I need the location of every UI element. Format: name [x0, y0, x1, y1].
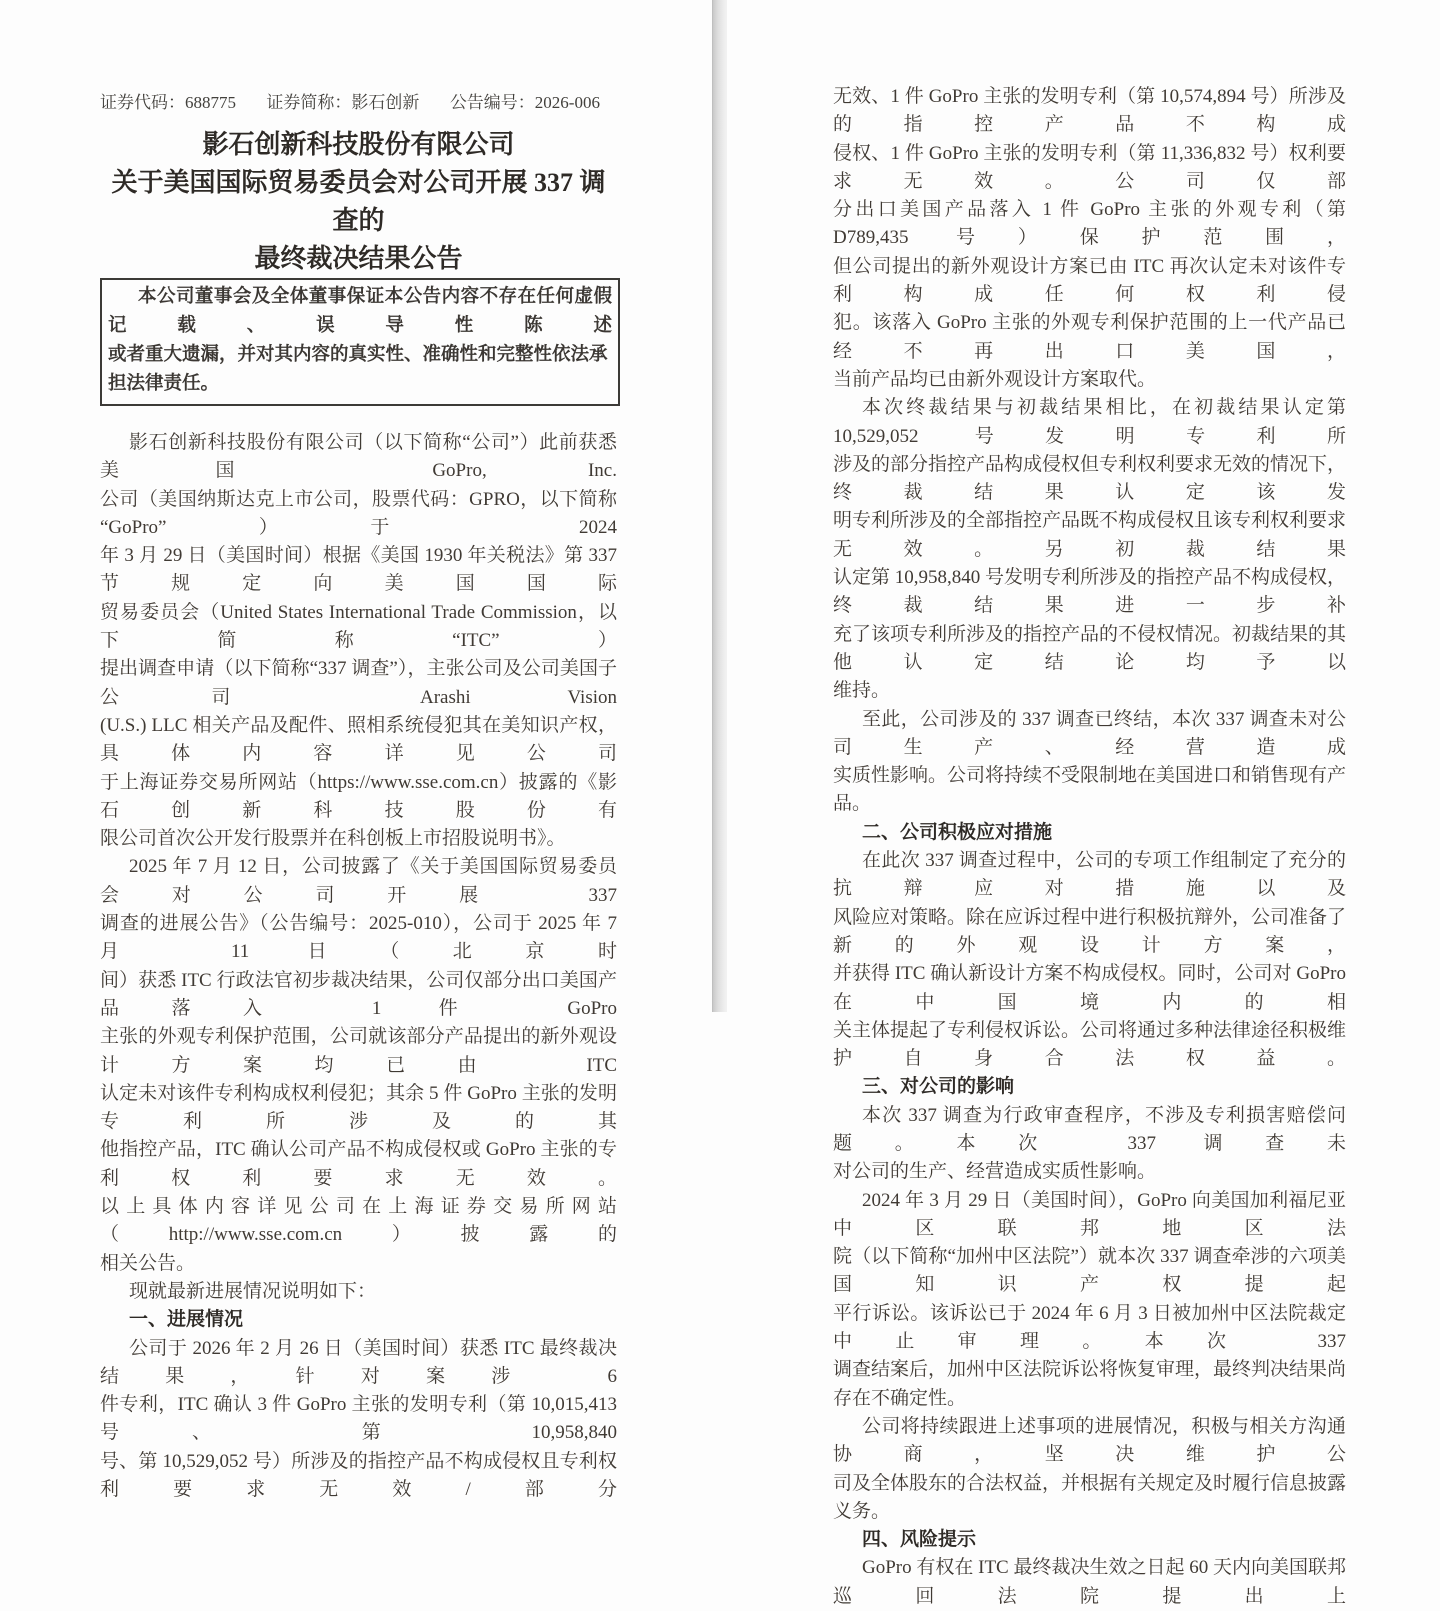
- text-line: GoPro 有权在 ITC 最终裁决生效之日起 60 天内向美国联邦巡回法院提出上: [833, 1557, 1346, 1607]
- section-heading: 四、风险提示: [862, 1529, 977, 1551]
- text-line: 公司将持续跟进上述事项的进展情况，积极与相关方沟通协商，坚决维护公: [833, 1415, 1346, 1466]
- left-page-body-text: [100, 429, 617, 1504]
- stock-code: 证券代码：688775: [100, 93, 236, 112]
- text-line: 调查的进展公告》（公告编号：2025-010），公司于 2025 年 7 月 11 日（北京时: [100, 913, 617, 963]
- text-line: 间）获悉 ITC 行政法官初步裁决结果，公司仅部分出口美国产品落入 1 件 GoPro: [100, 969, 617, 1019]
- text-line: 对公司的生产、经营造成实质性影响。: [833, 1161, 1157, 1183]
- text-line: 实质性影响。公司将持续不受限制地在美国进口和销售现有产品。: [833, 765, 1347, 815]
- text-line: 影石创新科技股份有限公司（以下简称“公司”）此前获悉美国 GoPro, Inc.: [100, 432, 617, 482]
- page-right-content: [727, 0, 1440, 1611]
- text-line: 他指控产品，ITC 确认公司产品不构成侵权或 GoPro 主张的专利权利要求无效。: [100, 1139, 617, 1189]
- text-line: (U.S.) LLC 相关产品及配件、照相系统侵犯其在美知识产权，具体内容详见公司: [100, 714, 617, 765]
- text-line: 件专利，ITC 确认 3 件 GoPro 主张的发明专利（第 10,015,413 号、 第 10,958,840: [100, 1394, 617, 1444]
- text-line: 本次 337 调查为行政审查程序，不涉及专利损害赔偿问题。本次 337 调查未: [833, 1104, 1346, 1154]
- doc-title-line-2: 关于美国国际贸易委员会对公司开展 337 调查的: [111, 168, 606, 235]
- text-line: 主张的外观专利保护范围，公司就该部分产品提出的新外观设计方案均已由 ITC: [100, 1026, 617, 1076]
- text-line: 2025 年 7 月 12 日，公司披露了《关于美国国际贸易委员会对公司开展 337: [100, 856, 617, 906]
- text-line: 但公司提出的新外观设计方案已由 ITC 再次认定未对该件专利构成任何权利侵: [833, 255, 1346, 306]
- text-line: 平行诉讼。该诉讼已于 2024 年 6 月 3 日被加州中区法院裁定中止审理。本次 337: [833, 1302, 1346, 1353]
- text-line: 充了该项专利所涉及的指控产品的不侵权情况。初裁结果的其他认定结论均予以: [833, 623, 1347, 673]
- text-line: 提出调查申请（以下简称“337 调查”），主张公司及公司美国子公司 Arashi Vision: [100, 658, 617, 708]
- company-name-title: 影石创新科技股份有限公司: [202, 130, 515, 159]
- text-line: 犯。该落入 GoPro 主张的外观专利保护范围的上一代产品已经不再出口美国，: [833, 312, 1346, 362]
- text-line: 限公司首次公开发行股票并在科创板上市招股说明书》。: [100, 828, 566, 850]
- declaration-line: 本公司董事会及全体董事保证本公告内容不存在任何虚假记载、误导性陈述: [108, 287, 612, 336]
- section-heading: 一、进展情况: [129, 1309, 244, 1331]
- text-line: 风险应对策略。除在应诉过程中进行积极抗辩外，公司准备了新的外观设计方案，: [833, 906, 1347, 956]
- page-right: [727, 0, 1440, 1607]
- stock-name: 证券简称：影石创新: [266, 93, 420, 112]
- page-gap-divider: [712, 0, 727, 1012]
- text-line: 无效、1 件 GoPro 主张的发明专利（第 10,574,894 号）所涉及的指控产品不构成: [833, 86, 1346, 136]
- text-line: 涉及的部分指控产品构成侵权但专利权利要求无效的情况下，终裁结果认定该发: [833, 453, 1347, 504]
- page-left: [0, 0, 712, 1500]
- text-line: 关主体提起了专利侵权诉讼。公司将通过多种法律途径积极维护自身合法权益。: [833, 1019, 1347, 1070]
- text-line: 在此次 337 调查过程中，公司的专项工作组制定了充分的抗辩应对措施以及: [833, 850, 1346, 900]
- declaration-line: 或者重大遗漏，并对其内容的真实性、准确性和完整性依法承担法律责任。: [108, 345, 608, 394]
- text-line: 于上海证券交易所网站（https://www.sse.com.cn）披露的《影石创新科技股份有: [100, 771, 617, 821]
- text-line: 贸易委员会（United States International Trade Commission，以下简称“ITC”）: [100, 601, 617, 652]
- text-line: 认定第 10,958,840 号发明专利所涉及的指控产品不构成侵权，终裁结果进一步补: [833, 567, 1347, 617]
- text-line: 以上具体内容详见公司在上海证券交易所网站（http://www.sse.com.cn）披露的: [100, 1196, 617, 1246]
- text-line: 当前产品均已由新外观设计方案取代。: [833, 368, 1157, 390]
- text-line: 认定未对该件专利构成权利侵犯；其余 5 件 GoPro 主张的发明专利所涉及的其: [100, 1082, 617, 1133]
- text-line: 公司于 2026 年 2 月 26 日（美国时间）获悉 ITC 最终裁决结果，针对案涉 6: [100, 1337, 617, 1387]
- text-line: 院（以下简称“加州中区法院”）就本次 337 调查牵涉的六项美国知识产权提起: [833, 1246, 1346, 1296]
- section-heading: 三、对公司的影响: [862, 1076, 1015, 1098]
- text-line: 司及全体股东的合法权益，并根据有关规定及时履行信息披露义务。: [833, 1472, 1347, 1522]
- announcement-number: 公告编号：2026-006: [449, 93, 600, 112]
- text-line: 年 3 月 29 日（美国时间）根据《美国 1930 年关税法》第 337 节规定向美国国际: [100, 545, 617, 595]
- doc-header: [100, 88, 600, 113]
- right-page-body-text: [833, 83, 1346, 1611]
- page-left-content: [0, 0, 619, 1504]
- text-line: 并获得 ITC 确认新设计方案不构成侵权。同时，公司对 GoPro 在中国境内的相: [833, 963, 1346, 1013]
- text-line: 本次终裁结果与初裁结果相比，在初裁结果认定第 10,529,052 号发明专利所: [833, 397, 1346, 447]
- text-line: 侵权、1 件 GoPro 主张的发明专利（第 11,336,832 号）权利要求无效。公司仅部: [833, 142, 1346, 192]
- board-declaration-box: [100, 278, 620, 406]
- text-line: 现就最新进展情况说明如下：: [129, 1280, 377, 1302]
- text-line: 号、第 10,529,052 号）所涉及的指控产品不构成侵权且专利权利要求无效/部分: [100, 1450, 617, 1500]
- text-line: 相关公告。: [100, 1252, 196, 1274]
- text-line: 调查结案后，加州中区法院诉讼将恢复审理，最终判决结果尚存在不确定性。: [833, 1359, 1347, 1409]
- doc-title: [100, 126, 617, 278]
- text-line: 2024 年 3 月 29 日（美国时间），GoPro 向美国加利福尼亚中区联邦地区法: [833, 1189, 1346, 1239]
- text-line: 公司（美国纳斯达克上市公司，股票代码：GPRO，以下简称“GoPro”）于 2024: [100, 488, 617, 538]
- section-heading: 二、公司积极应对措施: [862, 821, 1053, 843]
- text-line: 分出口美国产品落入 1 件 GoPro 主张的外观专利（第 D789,435 号）保护范围，: [833, 199, 1346, 249]
- text-line: 至此，公司涉及的 337 调查已终结，本次 337 调查未对公司生产、经营造成: [833, 708, 1346, 758]
- doc-title-line-3: 最终裁决结果公告: [254, 244, 463, 273]
- text-line: 维持。: [833, 680, 891, 702]
- text-line: 明专利所涉及的全部指控产品既不构成侵权且该专利权利要求无效。另初裁结果: [833, 510, 1347, 560]
